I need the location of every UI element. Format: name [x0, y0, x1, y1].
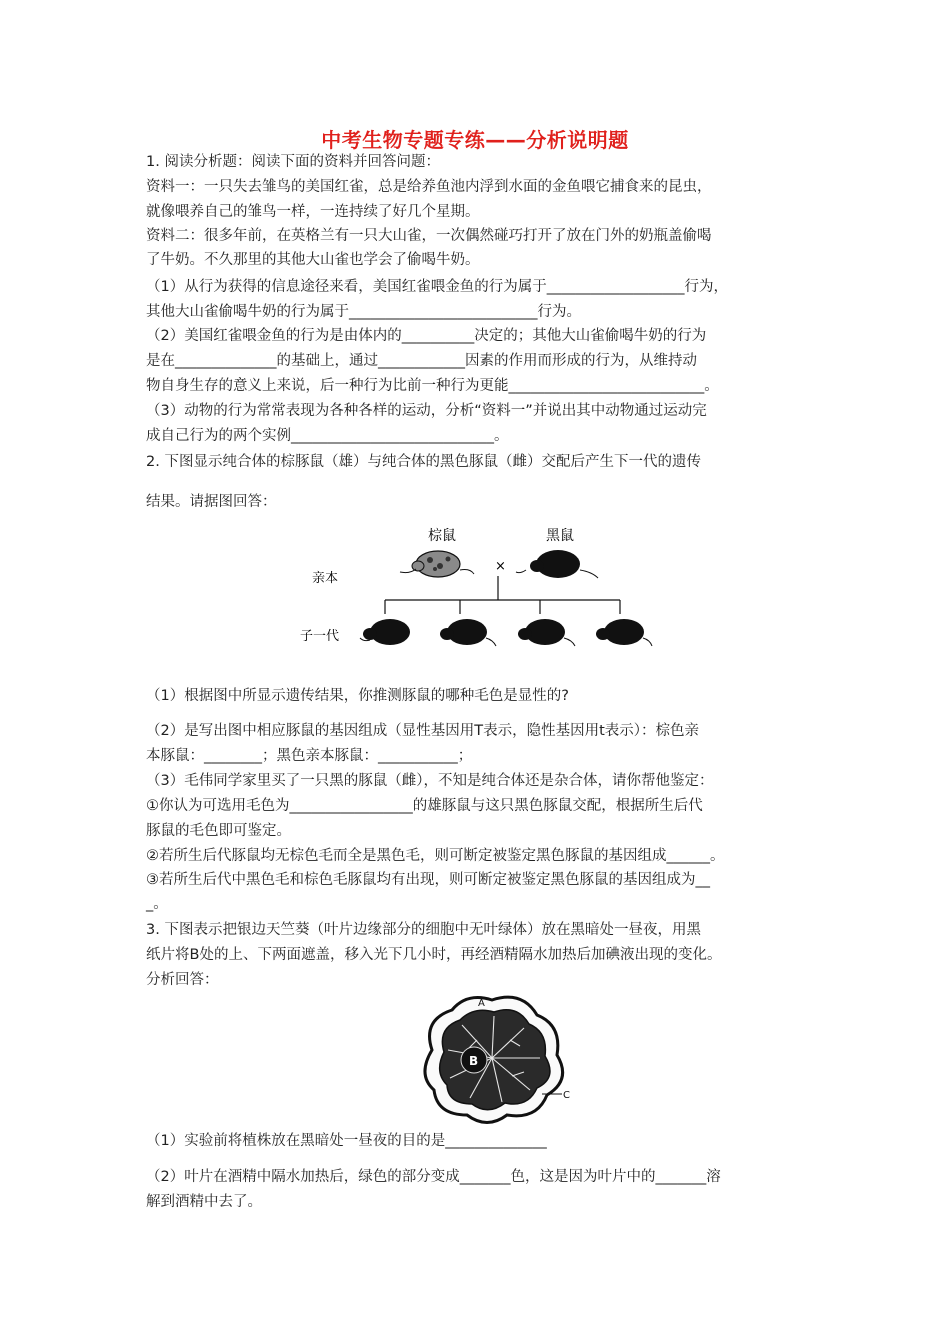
label-a: A	[478, 998, 485, 1009]
q1-sub3-line2: 成自己行为的两个实例____________________________。	[146, 428, 509, 444]
label-brown-parent: 棕鼠	[428, 528, 456, 544]
q1-material2-line2: 了牛奶。不久那里的其他大山雀也学会了偷喝牛奶。	[146, 252, 480, 268]
q1-sub2-line2: 是在______________的基础上，通过____________因素的作用而形成的行为，从维持动	[146, 353, 697, 369]
q1-sub2-line3: 物自身生存的意义上来说，后一种行为比前一种行为更能___________________________。	[146, 378, 719, 394]
q3-intro-line1: 3. 下图表示把银边天竺葵（叶片边缘部分的细胞中无叶绿体）放在黑暗处一昼夜，用黑	[146, 922, 701, 938]
label-f1-generation: 子一代	[300, 629, 340, 644]
black-guinea-pig-icon	[516, 550, 598, 578]
label-parent-generation: 亲本	[312, 571, 339, 586]
q2-intro-line1: 2. 下图显示纯合体的棕豚鼠（雄）与纯合体的黑色豚鼠（雌）交配后产生下一代的遗传	[146, 454, 701, 470]
q2-sub3-item2: ②若所生后代豚鼠均无棕色毛而全是黑色毛，则可断定被鉴定黑色豚鼠的基因组成______。	[146, 848, 725, 864]
label-c: C	[563, 1090, 570, 1101]
q1-sub3-line1: （3）动物的行为常常表现为各种各样的运动，分析“资料一”并说出其中动物通过运动完	[146, 403, 707, 419]
q2-sub3-item1-line1: ①你认为可选用毛色为_________________的雄豚鼠与这只黑色豚鼠交配，根据所生后代	[146, 798, 703, 814]
q1-material1-line1: 资料一：一只失去雏鸟的美国红雀，总是给养鱼池内浮到水面的金鱼喂它捕食来的昆虫，	[146, 179, 712, 195]
q2-sub1: （1）根据图中所显示遗传结果，你推测豚鼠的哪种毛色是显性的?	[146, 688, 569, 704]
q2-sub3-item3-line2: _。	[146, 896, 168, 912]
q1-material1-line2: 就像喂养自己的雏鸟一样，一连持续了好几个星期。	[146, 204, 480, 220]
q2-sub2-line1: （2）是写出图中相应豚鼠的基因组成（显性基因用T表示，隐性基因用t表示）：棕色亲	[146, 723, 700, 739]
q3-sub1: （1）实验前将植株放在黑暗处一昼夜的目的是______________	[146, 1133, 547, 1149]
label-black-parent: 黑鼠	[546, 528, 574, 544]
brown-guinea-pig-icon	[400, 551, 474, 577]
q2-sub3-item1-line2: 豚鼠的毛色即可鉴定。	[146, 823, 291, 839]
q1-intro: 1. 阅读分析题：阅读下面的资料并回答问题：	[146, 154, 440, 170]
q2-sub3-line1: （3）毛伟同学家里买了一只黑的豚鼠（雌），不知是纯合体还是杂合体，请你帮他鉴定：	[146, 773, 714, 789]
q1-sub1-line2: 其他大山雀偷喝牛奶的行为属于__________________________行为。	[146, 304, 581, 320]
q2-intro-line2: 结果。请据图回答：	[146, 494, 277, 510]
q3-sub2-line1: （2）叶片在酒精中隔水加热后，绿色的部分变成_______色，这是因为叶片中的_______溶	[146, 1169, 721, 1185]
q3-sub2-line2: 解到酒精中去了。	[146, 1194, 262, 1210]
page-title: 中考生物专题专练——分析说明题	[321, 128, 629, 152]
q1-material2-line1: 资料二：很多年前，在英格兰有一只大山雀，一次偶然碰巧打开了放在门外的奶瓶盖偷喝	[146, 228, 712, 244]
q2-sub3-item3-line1: ③若所生后代中黑色毛和棕色毛豚鼠均有出现，则可断定被鉴定黑色豚鼠的基因组成为__	[146, 872, 710, 888]
black-guinea-pig-icon	[518, 619, 575, 646]
black-guinea-pig-icon	[596, 619, 652, 646]
label-b: B	[469, 1054, 479, 1068]
geranium-leaf-figure	[412, 990, 582, 1130]
black-guinea-pig-icon	[440, 619, 496, 646]
guinea-pig-cross-figure	[290, 522, 660, 652]
q1-sub1-line1: （1）从行为获得的信息途径来看，美国红雀喂金鱼的行为属于___________________行为，	[146, 279, 728, 295]
q3-intro-line2: 纸片将B处的上、下两面遮盖，移入光下几小时，再经酒精隔水加热后加碘液出现的变化。	[146, 947, 722, 963]
cross-symbol: ×	[495, 559, 506, 574]
black-guinea-pig-icon	[360, 619, 410, 645]
q3-intro-line3: 分析回答：	[146, 972, 219, 988]
q1-sub2-line1: （2）美国红雀喂金鱼的行为是由体内的__________决定的；其他大山雀偷喝牛奶的行为	[146, 328, 707, 344]
q2-sub2-line2: 本豚鼠：________；黑色亲本豚鼠：___________；	[146, 748, 473, 764]
